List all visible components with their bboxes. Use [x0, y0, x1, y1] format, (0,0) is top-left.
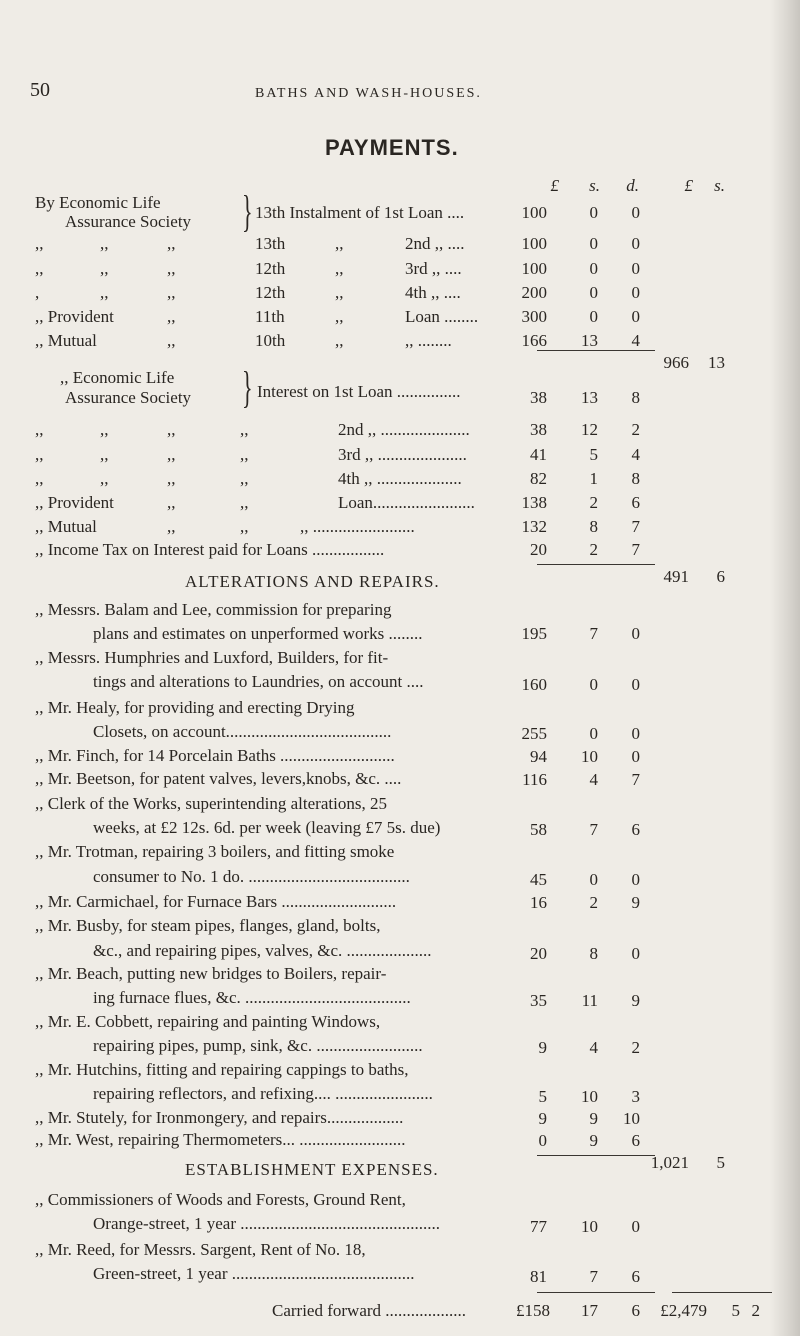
amount-shillings: 0	[589, 675, 598, 694]
amount-pounds: 100	[521, 259, 547, 278]
amount-shillings: 2	[589, 493, 598, 512]
page-edge-shadow	[770, 0, 800, 1336]
ditto-mark: ,	[35, 283, 40, 302]
amount-pounds: 0	[538, 1131, 547, 1150]
amount-shillings: 4	[589, 1038, 598, 1057]
instalment-number: 13th	[255, 234, 286, 253]
loan-label: 3rd ,, .....................	[338, 445, 467, 464]
amount-pence: 0	[631, 307, 640, 326]
income-tax-line: ,, Income Tax on Interest paid for Loans .................	[35, 540, 385, 559]
ditto-mark: ,,	[35, 234, 44, 253]
ditto-mark: ,,	[35, 259, 44, 278]
loan-payee-cont: Assurance Society	[65, 212, 192, 231]
amount-pence: 7	[631, 770, 640, 789]
ditto-mark: ,,	[167, 445, 176, 464]
entry-line: ,, Mr. Busby, for steam pipes, flanges, gland, bolts,	[35, 916, 381, 935]
ditto-mark: ,,	[240, 517, 249, 536]
amount-pounds: 77	[530, 1217, 547, 1236]
carried-shillings: 17	[581, 1301, 598, 1320]
carried-total-pounds: £2,479	[660, 1301, 707, 1320]
amount-pence: 8	[631, 469, 640, 488]
amount-pence: 7	[631, 517, 640, 536]
entry-line: ,, Mr. Finch, for 14 Porcelain Baths ...........................	[35, 746, 395, 765]
ditto-mark: ,,	[35, 469, 44, 488]
ditto-mark: ,,	[240, 445, 249, 464]
amount-pence: 7	[631, 540, 640, 559]
col-header-pounds: £	[550, 176, 559, 195]
entry-line: ,, Mr. Beach, putting new bridges to Boilers, repair-	[35, 964, 387, 983]
entry-line: ,, Mr. Beetson, for patent valves, levers,knobs, &c. ....	[35, 769, 402, 788]
section-heading-alterations: ALTERATIONS AND REPAIRS.	[185, 572, 440, 591]
ditto-mark: ,,	[240, 493, 249, 512]
amount-shillings: 2	[589, 540, 598, 559]
amount-shillings: 0	[589, 259, 598, 278]
amount-pence: 0	[631, 1217, 640, 1236]
col-header-shillings: s.	[589, 176, 600, 195]
loans-total-shillings: 13	[708, 353, 725, 372]
entry-line-cont: Orange-street, 1 year ...............................................	[93, 1214, 441, 1233]
amount-shillings: 7	[589, 1267, 598, 1286]
loan-label: ,, ........................	[300, 517, 415, 536]
ditto-mark: ,,	[335, 307, 344, 326]
amount-pounds: 20	[530, 944, 547, 963]
amount-pence: 8	[631, 388, 640, 407]
loan-label: 4th ,, ....................	[338, 469, 462, 488]
loan-label: 3rd ,, ....	[405, 259, 462, 278]
amount-shillings: 4	[589, 770, 598, 789]
amount-pence: 0	[631, 747, 640, 766]
ditto-mark: ,,	[167, 331, 176, 350]
ditto-mark: ,,	[100, 283, 109, 302]
entry-line: ,, Mr. Reed, for Messrs. Sargent, Rent of No. 18,	[35, 1240, 366, 1259]
instalment-number: 12th	[255, 283, 286, 302]
amount-shillings: 8	[589, 517, 598, 536]
amount-pence: 6	[631, 1267, 640, 1286]
brace: }	[242, 363, 253, 412]
amount-pounds: 5	[538, 1087, 547, 1106]
alterations-total-shillings: 5	[716, 1153, 725, 1172]
amount-pounds: 9	[538, 1038, 547, 1057]
carried-forward-label: Carried forward ...................	[272, 1301, 467, 1320]
col-header-shillings-total: s.	[714, 176, 725, 195]
col-header-pounds-total: £	[684, 176, 693, 195]
loan-label: 2nd ,, ....	[405, 234, 465, 253]
amount-pounds: 38	[530, 388, 547, 407]
ditto-mark: ,,	[35, 445, 44, 464]
amount-shillings: 9	[589, 1131, 598, 1150]
entry-line-cont: tings and alterations to Laundries, on account ....	[93, 672, 424, 691]
amount-pounds: 41	[530, 445, 547, 464]
amount-shillings: 11	[581, 991, 598, 1010]
amount-shillings: 0	[589, 283, 598, 302]
amount-shillings: 13	[581, 388, 598, 407]
amount-pence: 6	[631, 1131, 640, 1150]
amount-shillings: 10	[581, 747, 598, 766]
amount-shillings: 10	[581, 1087, 598, 1106]
entry-line: ,, Mr. Trotman, repairing 3 boilers, and fitting smoke	[35, 842, 395, 861]
subtotal-rule	[537, 350, 655, 351]
subtotal-rule	[537, 1292, 655, 1293]
ditto-mark: ,,	[100, 445, 109, 464]
amount-pounds: 35	[530, 991, 547, 1010]
instalment-number: 12th	[255, 259, 286, 278]
ditto-mark: ,,	[240, 469, 249, 488]
entry-line: ,, Clerk of the Works, superintending alterations, 25	[35, 794, 387, 813]
total-rule	[672, 1292, 772, 1293]
loan-label: Loan........................	[338, 493, 475, 512]
ditto-mark: ,,	[100, 420, 109, 439]
ditto-mark: ,,	[167, 420, 176, 439]
amount-pounds: 81	[530, 1267, 547, 1286]
amount-pence: 4	[631, 445, 640, 464]
amount-pounds: 20	[530, 540, 547, 559]
amount-pence: 3	[631, 1087, 640, 1106]
ditto-mark: ,,	[335, 259, 344, 278]
entry-line-cont: &c., and repairing pipes, valves, &c. ....................	[93, 941, 432, 960]
ditto-mark: ,,	[100, 259, 109, 278]
entry-line: ,, Mr. Healy, for providing and erecting Drying	[35, 698, 355, 717]
ditto-mark: ,,	[240, 420, 249, 439]
carried-pounds: £158	[516, 1301, 550, 1320]
amount-pounds: 16	[530, 893, 547, 912]
amount-pounds: 82	[530, 469, 547, 488]
ditto-mark: ,,	[335, 331, 344, 350]
entry-line: ,, Mr. Stutely, for Ironmongery, and repairs..................	[35, 1108, 404, 1127]
amount-pounds: 195	[521, 624, 547, 643]
amount-pounds: 94	[530, 747, 547, 766]
ditto-mark: ,,	[100, 234, 109, 253]
ditto-mark: ,,	[167, 283, 176, 302]
subtotal-rule	[537, 564, 655, 565]
entry-line: ,, Mr. West, repairing Thermometers... .........................	[35, 1130, 406, 1149]
amount-shillings: 1	[589, 469, 598, 488]
interest-payee: ,, Mutual	[35, 517, 97, 536]
amount-pence: 4	[631, 331, 640, 350]
amount-shillings: 13	[581, 331, 598, 350]
interest-total-shillings: 6	[716, 567, 725, 586]
loan-description: 13th Instalment of 1st Loan ....	[255, 203, 465, 222]
brace: }	[242, 187, 253, 236]
amount-pence: 10	[623, 1109, 640, 1128]
amount-pounds: 100	[521, 203, 547, 222]
ditto-mark: ,,	[335, 234, 344, 253]
loan-label: ,, ........	[405, 331, 452, 350]
amount-pence: 0	[631, 283, 640, 302]
amount-shillings: 2	[589, 893, 598, 912]
entry-line-cont: repairing pipes, pump, sink, &c. .........................	[93, 1036, 423, 1055]
entry-line-cont: plans and estimates on unperformed works ........	[93, 624, 423, 643]
entry-line-cont: Green-street, 1 year ...........................................	[93, 1264, 415, 1283]
loans-total-pounds: 966	[663, 353, 689, 372]
amount-shillings: 10	[581, 1217, 598, 1236]
amount-pence: 0	[631, 675, 640, 694]
ditto-mark: ,,	[167, 307, 176, 326]
loan-label: Loan ........	[405, 307, 479, 326]
loan-payee: ,, Provident	[35, 307, 114, 326]
interest-payee: ,, Economic Life	[60, 368, 175, 387]
amount-pence: 0	[631, 944, 640, 963]
ditto-mark: ,,	[167, 517, 176, 536]
amount-pounds: 45	[530, 870, 547, 889]
interest-total-pounds: 491	[663, 567, 689, 586]
amount-pence: 2	[631, 1038, 640, 1057]
col-header-pence: d.	[626, 176, 639, 195]
entry-line: ,, Commissioners of Woods and Forests, Ground Rent,	[35, 1190, 406, 1209]
loan-label: 2nd ,, .....................	[338, 420, 470, 439]
amount-pounds: 255	[521, 724, 547, 743]
loan-payee: By Economic Life	[35, 193, 161, 212]
entry-line-cont: consumer to No. 1 do. ......................................	[93, 867, 410, 886]
ditto-mark: ,,	[167, 493, 176, 512]
amount-pounds: 9	[538, 1109, 547, 1128]
entry-line-cont: Closets, on account.......................................	[93, 722, 392, 741]
amount-shillings: 0	[589, 234, 598, 253]
amount-pounds: 166	[521, 331, 547, 350]
entry-line: ,, Messrs. Balam and Lee, commission for preparing	[35, 600, 392, 619]
amount-shillings: 0	[589, 203, 598, 222]
carried-pence: 6	[631, 1301, 640, 1320]
entry-line: ,, Mr. Carmichael, for Furnace Bars ...........................	[35, 892, 397, 911]
loan-payee: ,, Mutual	[35, 331, 97, 350]
amount-pence: 0	[631, 624, 640, 643]
entry-line-cont: weeks, at £2 12s. 6d. per week (leaving £7 5s. due)	[93, 818, 441, 837]
entry-line-cont: repairing reflectors, and refixing.... .......................	[93, 1084, 433, 1103]
amount-shillings: 0	[589, 724, 598, 743]
amount-pence: 9	[631, 893, 640, 912]
interest-payee: ,, Provident	[35, 493, 114, 512]
amount-shillings: 12	[581, 420, 598, 439]
amount-pounds: 200	[521, 283, 547, 302]
amount-pence: 2	[631, 420, 640, 439]
amount-shillings: 0	[589, 307, 598, 326]
amount-pence: 6	[631, 820, 640, 839]
entry-line: ,, Mr. E. Cobbett, repairing and painting Windows,	[35, 1012, 381, 1031]
carried-total-pence: 2	[751, 1301, 760, 1320]
amount-pounds: 100	[521, 234, 547, 253]
carried-total-shillings: 5	[731, 1301, 740, 1320]
amount-pounds: 138	[521, 493, 547, 512]
amount-shillings: 5	[589, 445, 598, 464]
subtotal-rule	[537, 1155, 655, 1156]
ditto-mark: ,,	[35, 420, 44, 439]
running-header: BATHS AND WASH-HOUSES.	[255, 86, 482, 101]
amount-pounds: 132	[521, 517, 547, 536]
amount-pounds: 116	[522, 770, 547, 789]
amount-pence: 0	[631, 203, 640, 222]
amount-pence: 0	[631, 870, 640, 889]
amount-shillings: 7	[589, 820, 598, 839]
amount-pounds: 160	[521, 675, 547, 694]
alterations-total-pounds: 1,021	[650, 1153, 689, 1172]
ditto-mark: ,,	[167, 469, 176, 488]
entry-line-cont: ing furnace flues, &c. .......................................	[93, 988, 411, 1007]
amount-pence: 6	[631, 493, 640, 512]
amount-pence: 0	[631, 259, 640, 278]
amount-pounds: 38	[530, 420, 547, 439]
ditto-mark: ,,	[335, 283, 344, 302]
amount-pence: 0	[631, 724, 640, 743]
interest-payee-cont: Assurance Society	[65, 388, 192, 407]
amount-pounds: 58	[530, 820, 547, 839]
amount-shillings: 0	[589, 870, 598, 889]
instalment-number: 11th	[255, 307, 285, 326]
amount-pence: 0	[631, 234, 640, 253]
instalment-number: 10th	[255, 331, 286, 350]
entry-line: ,, Messrs. Humphries and Luxford, Builders, for fit-	[35, 648, 389, 667]
ditto-mark: ,,	[167, 234, 176, 253]
loan-label: 4th ,, ....	[405, 283, 461, 302]
ditto-mark: ,,	[100, 469, 109, 488]
ditto-mark: ,,	[167, 259, 176, 278]
interest-description: Interest on 1st Loan ...............	[257, 382, 461, 401]
amount-shillings: 8	[589, 944, 598, 963]
amount-pounds: 300	[521, 307, 547, 326]
section-heading-establishment: ESTABLISHMENT EXPENSES.	[185, 1160, 439, 1179]
amount-pence: 9	[631, 991, 640, 1010]
amount-shillings: 9	[589, 1109, 598, 1128]
amount-shillings: 7	[589, 624, 598, 643]
page-title: PAYMENTS.	[325, 135, 459, 160]
entry-line: ,, Mr. Hutchins, fitting and repairing cappings to baths,	[35, 1060, 409, 1079]
page-number: 50	[30, 79, 50, 101]
